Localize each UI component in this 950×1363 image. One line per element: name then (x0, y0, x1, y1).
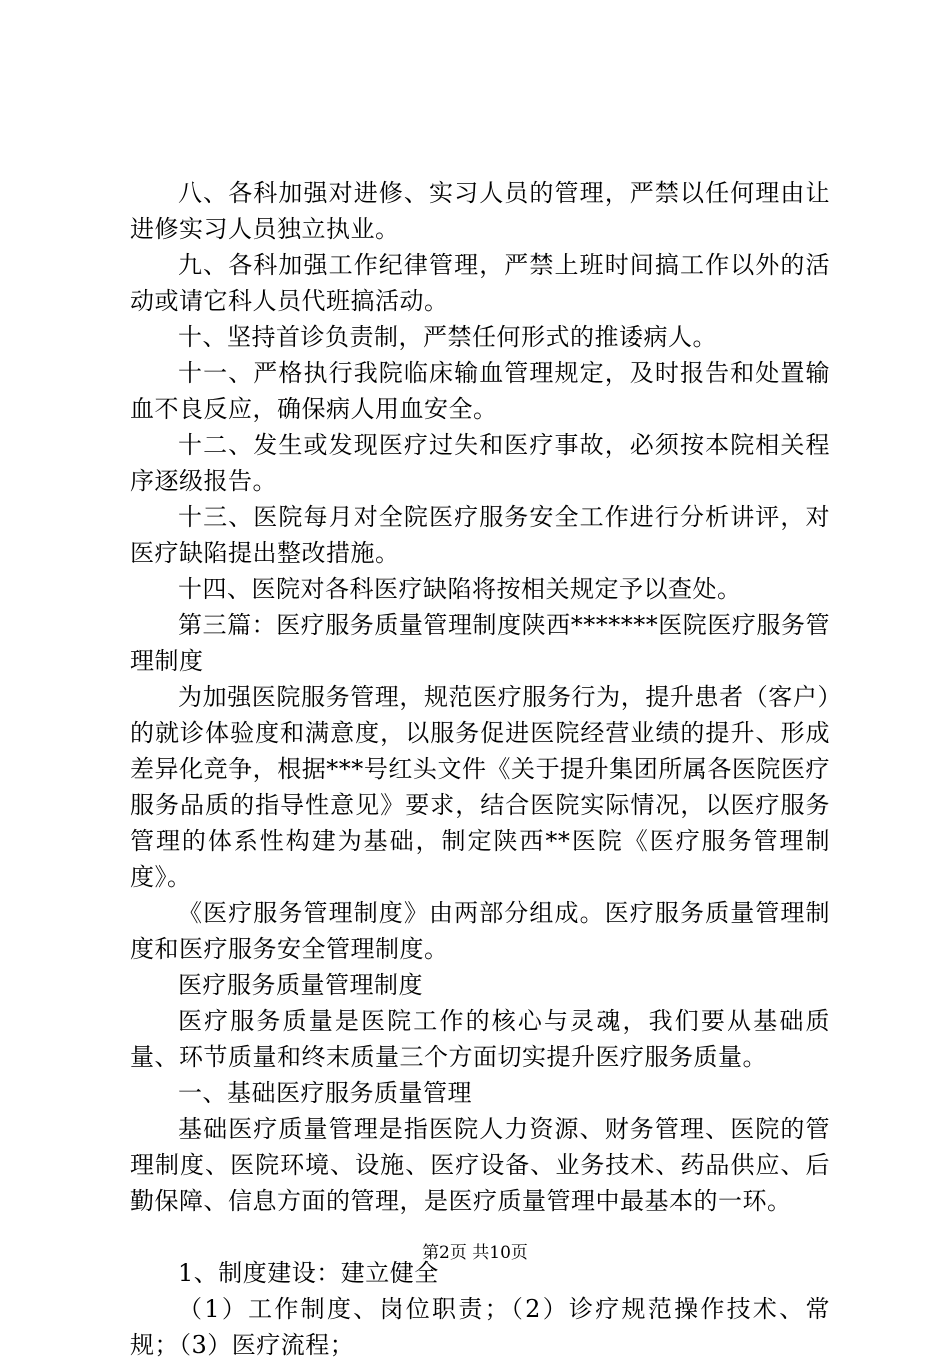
quality-core-paragraph: 医疗服务质量是医院工作的核心与灵魂，我们要从基础质量、环节质量和终末质量三个方面切实提升医疗服务质量。 (130, 1007, 830, 1071)
section-title: 第三篇：医疗服务质量管理制度陕西*******医院医疗服务管理制度 (130, 611, 830, 675)
subheading-basic-quality: 一、基础医疗服务质量管理 (178, 1079, 472, 1107)
intro-paragraph: 为加强医院服务管理，规范医疗服务行为，提升患者（客户）的就诊体验度和满意度，以服务促进医院经营业绩的提升、形成差异化竞争，根据***号红头文件《关于提升集团所属各医院医疗服务品质的指导性意见》要求，结合医院实际情况，以医疗服务管理的体系性构建为基础，制定陕西**医院《医疗服务管理制度》。 (130, 683, 830, 891)
paragraph-9: 九、各科加强工作纪律管理，严禁上班时间搞工作以外的活动或请它科人员代班搞活动。 (130, 251, 830, 315)
paragraph-8: 八、各科加强对进修、实习人员的管理，严禁以任何理由让进修实习人员独立执业。 (130, 179, 830, 243)
paragraph-13: 十三、医院每月对全院医疗服务安全工作进行分析讲评，对医疗缺陷提出整改措施。 (130, 503, 830, 567)
document-body (130, 175, 830, 1363)
subheading-system-building: 1、制度建设：建立健全 (178, 1259, 439, 1287)
paragraph-10: 十、坚持首诊负责制，严禁任何形式的推诿病人。 (178, 323, 717, 351)
composition-paragraph: 《医疗服务管理制度》由两部分组成。医疗服务质量管理制度和医疗服务安全管理制度。 (130, 899, 830, 963)
subheading-quality-system: 医疗服务质量管理制度 (178, 971, 423, 999)
paragraph-12: 十二、发生或发现医疗过失和医疗事故，必须按本院相关程序逐级报告。 (130, 431, 830, 495)
paragraph-11: 十一、严格执行我院临床输血管理规定，及时报告和处置输血不良反应，确保病人用血安全。 (130, 359, 830, 423)
system-items-paragraph: （1）工作制度、岗位职责；（2）诊疗规范操作技术、常规；（3）医疗流程； (130, 1295, 830, 1359)
page-number-footer: 第2页 共10页 (422, 1243, 528, 1263)
paragraph-14: 十四、医院对各科医疗缺陷将按相关规定予以查处。 (178, 575, 742, 603)
basic-quality-paragraph: 基础医疗质量管理是指医院人力资源、财务管理、医院的管理制度、医院环境、设施、医疗设备、业务技术、药品供应、后勤保障、信息方面的管理，是医疗质量管理中最基本的一环。 (130, 1115, 830, 1215)
